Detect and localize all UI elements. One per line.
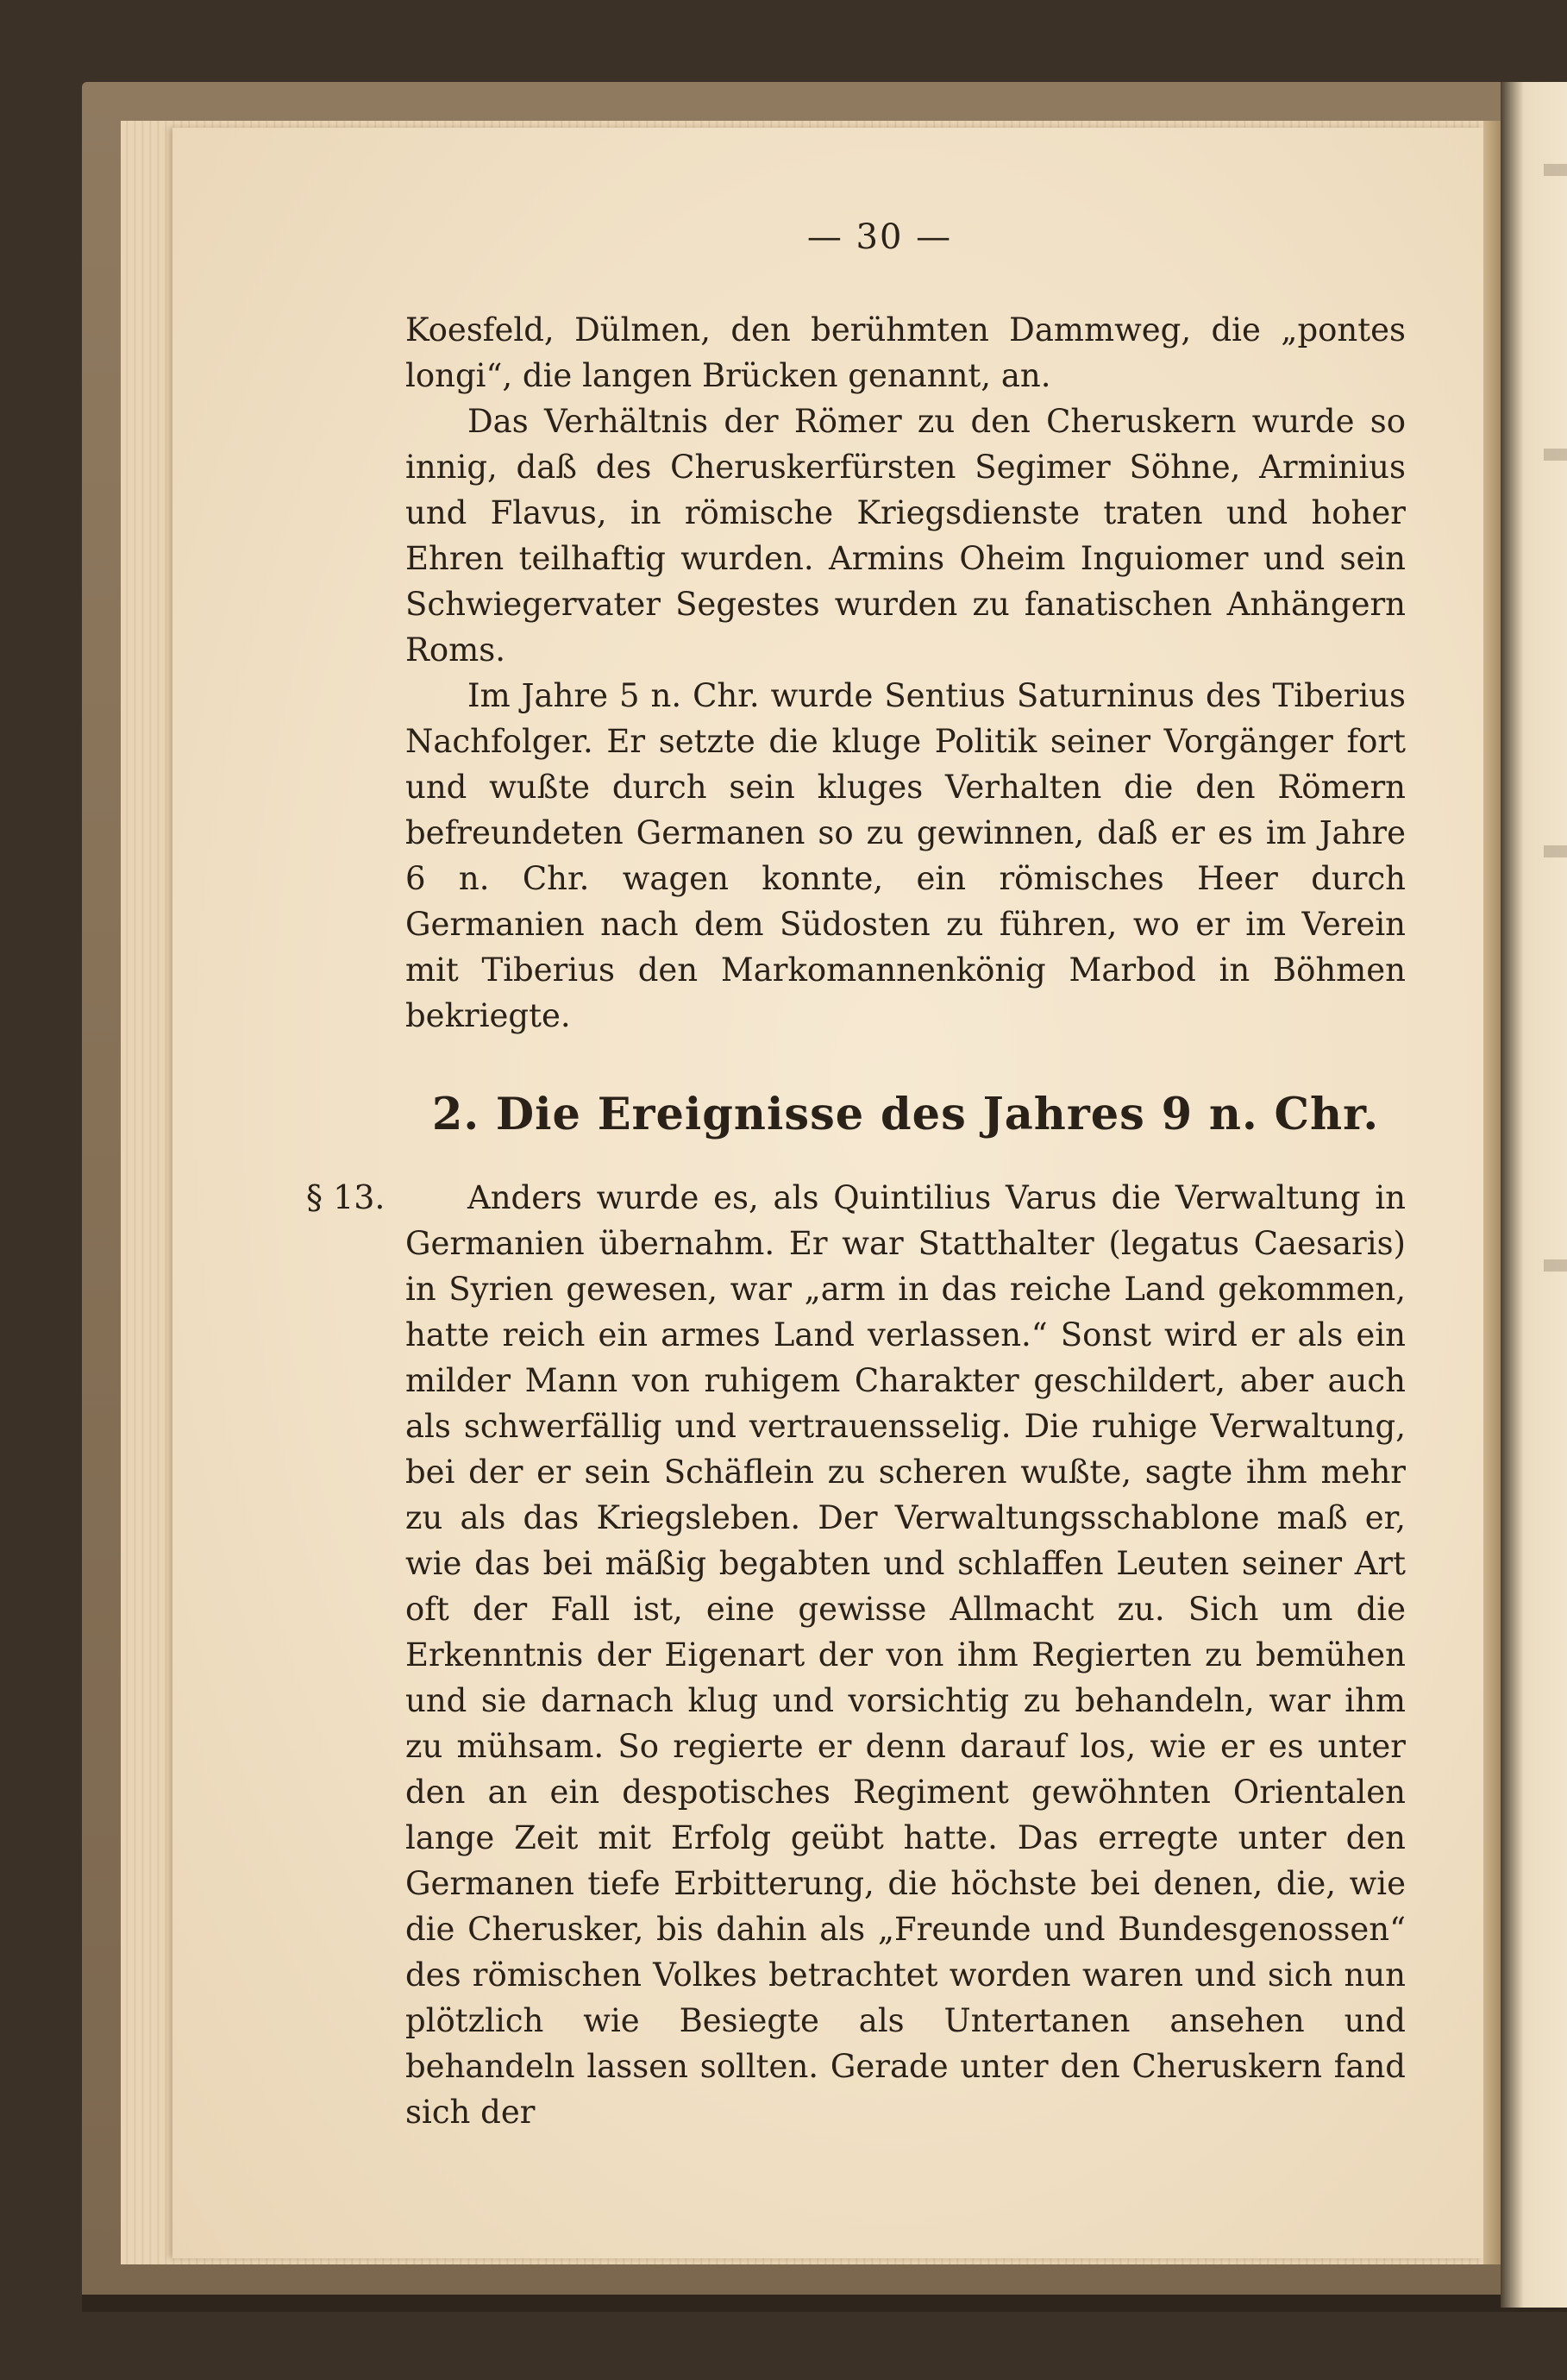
paragraph-varus: Anders wurde es, als Quintilius Varus die Verwaltung in Germanien übernahm. Er war Statthalter (legatus Caesaris) in Syrien gewesen, war „arm in das reiche Land gekommen, hatte reich ein armes Land verlassen.“ Sonst wird er als ein milder Mann von ruhigem Charakter geschildert, aber auch als schwerfällig und vertrauensselig. Die ruhige Verwaltung, bei der er sein Schäflein zu scheren wußte, sagte ihm mehr zu als das Kriegsleben. Der Verwaltungsschablone maß er, wie das bei mäßig begabten und schlaffen Leuten seiner Art oft der Fall ist, eine gewisse Allmacht zu. Sich um die Erkenntnis der Eigenart der von ihm Regierten zu bemühen und sie darnach klug und vorsichtig zu behandeln, war ihm zu mühsam. So regierte er denn darauf los, wie er es unter den an ein despotisches Regiment gewöhnten Orientalen lange Zeit mit Erfolg geübt hatte. Das erregte unter den Germanen tiefe Erbitterung, die höchste bei denen, die, wie die Cherusker, bis dahin als „Freunde und Bundesgenossen“ des römischen Volkes betrachtet worden waren und sich nun plötzlich wie Besiegte als Untertanen ansehen und behandeln lassen sollten. Gerade unter den Cheruskern fand sich der: [405, 1179, 1406, 2131]
section-mark: § 13.: [306, 1178, 385, 1216]
paragraph-continuation: Koesfeld, Dülmen, den berühmten Dammweg, die „pontes longi“, die langen Brücken genannt, an.: [405, 311, 1406, 394]
facing-page-text-fragment: [1544, 449, 1567, 461]
page-number: — 30 —: [806, 217, 953, 257]
page-content: [306, 207, 1406, 2135]
cover-bottom-edge: [82, 2295, 1567, 2312]
facing-page-text-fragment: [1544, 845, 1567, 857]
chapter-heading: 2. Die Ereignisse des Jahres 9 n. Chr.: [431, 1089, 1380, 1140]
paragraph-sentius: Im Jahre 5 n. Chr. wurde Sentius Saturninus des Tiberius Nachfolger. Er setzte die kluge Politik seiner Vorgänger fort und wußte durch sein kluges Verhalten die den Römern befreundeten Germanen so zu gewinnen, daß er es im Jahre 6 n. Chr. wagen konnte, ein römisches Heer durch Germanien nach dem Südosten zu führen, wo er im Verein mit Tiberius den Markomannenkönig Marbod in Böhmen bekriegte.: [405, 677, 1406, 1034]
section-13: [306, 1175, 1406, 2135]
facing-page-text-fragment: [1544, 1259, 1567, 1272]
paragraph-cherusker: Das Verhältnis der Römer zu den Cheruskern wurde so innig, daß des Cheruskerfürsten Segimer Söhne, Arminius und Flavus, in römische Kriegsdienste traten und hoher Ehren teilhaftig wurden. Armins Oheim Inguiomer und sein Schwiegervater Segestes wurden zu fanatischen Anhängern Roms.: [405, 403, 1406, 669]
facing-page-text-fragment: [1544, 164, 1567, 176]
facing-page-edge: [1501, 82, 1567, 2308]
